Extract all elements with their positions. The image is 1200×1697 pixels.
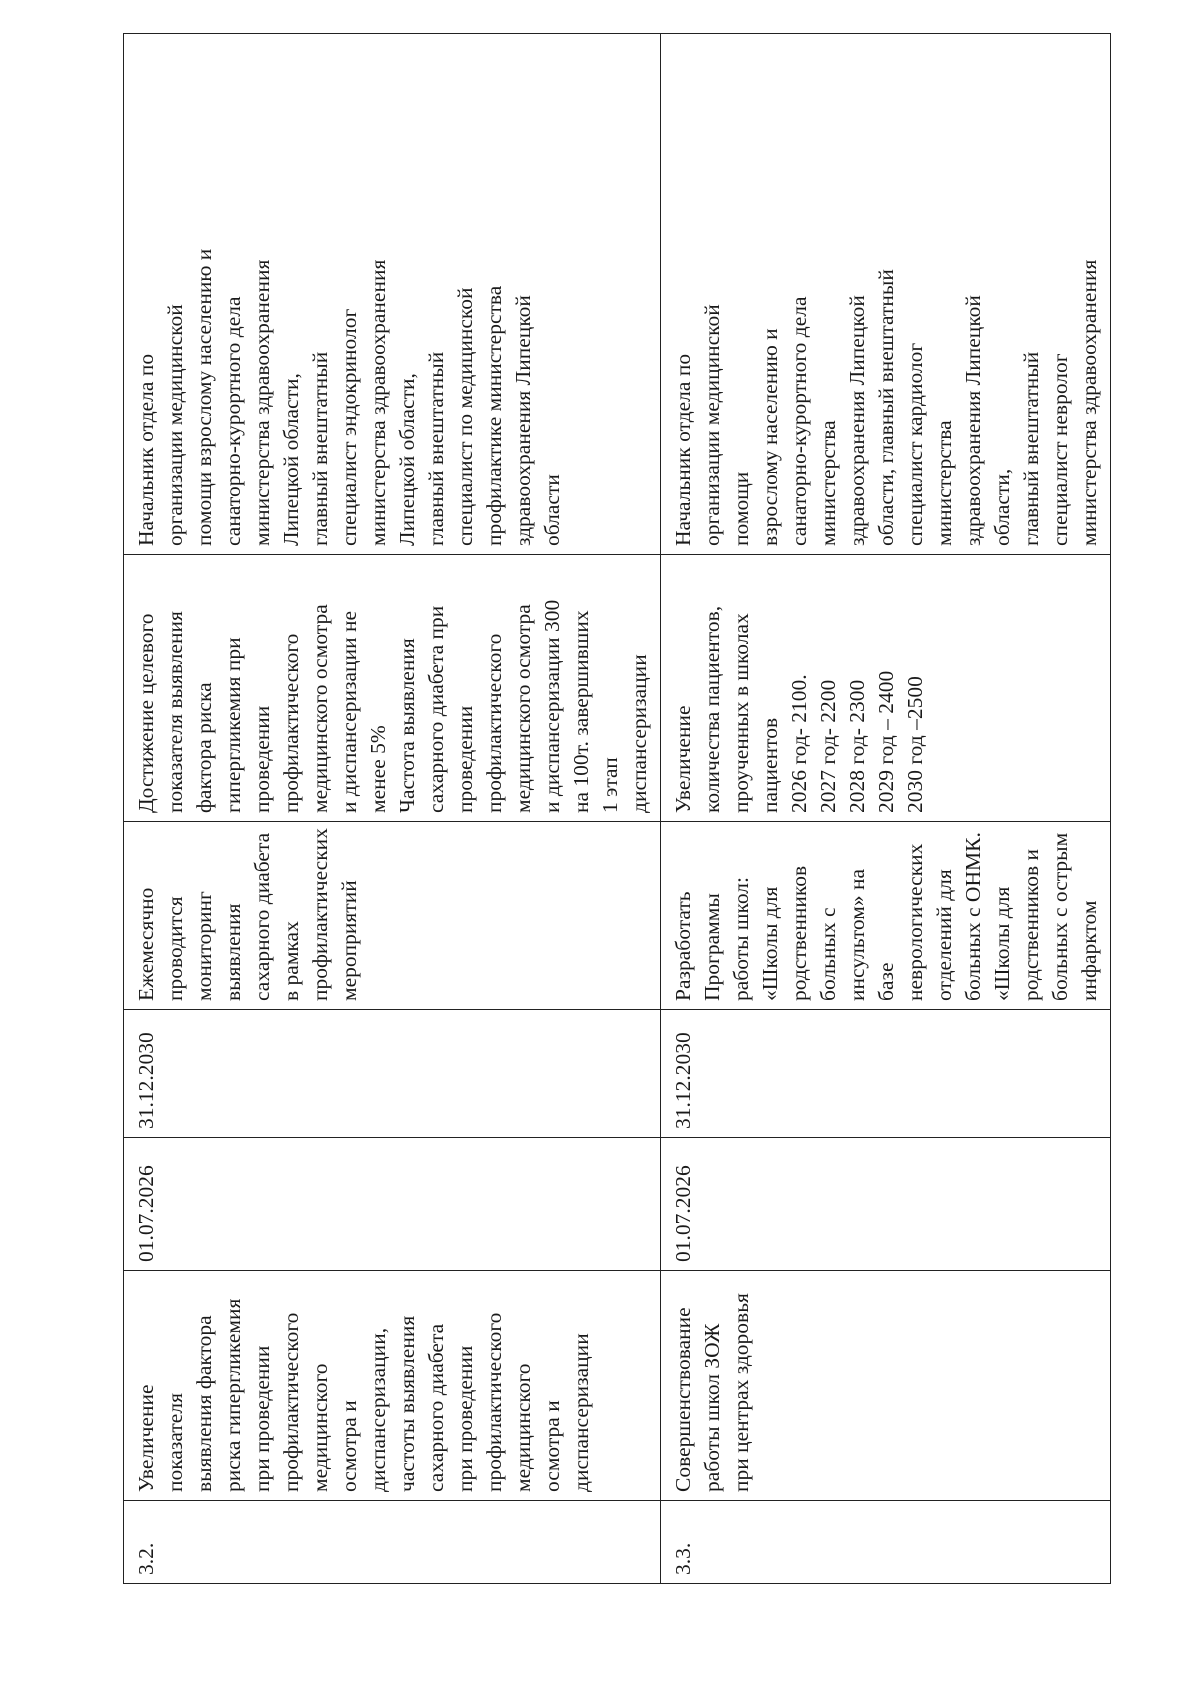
end-date: 31.12.2030 [661,1010,1111,1138]
activity-description: Ежемесячно проводится мониторинг выявления сахарного диабета в рамках профилактических мероприятий [124,822,661,1010]
activity-name: Увеличение показателя выявления фактора риска гипергликемия при проведении профилактического медицинского осмотра и диспансеризации, частоты выявления сахарного диабета при проведении профилактического медицинского осмотра и диспансеризации [124,1271,661,1501]
rotated-page [123,34,1101,1584]
row-number: 3.3. [661,1501,1111,1584]
row-number: 3.2. [124,1501,661,1584]
table-row [124,34,661,1584]
end-date: 31.12.2030 [124,1010,661,1138]
action-plan-table [123,33,1111,1584]
responsible-person: Начальник отдела по организации медицинской помощи взрослому населению и санаторно-курортного дела министерства здравоохранения Липецкой области, главный внештатный специалист эндокринолог министерства здравоохранения Липецкой области, главный внештатный специалист по медицинской профилактике министерства здравоохранения Липецкой области [124,34,661,555]
responsible-person: Начальник отдела по организации медицинской помощи взрослому населению и санаторно-курортного дела министерства здравоохранения Липецкой области, главный внештатный специалист кардиолог министерства здравоохранения Липецкой области, главный внештатный специалист невролог министерства здравоохранения [661,34,1111,555]
activity-name: Совершенствование работы школ ЗОЖ при центрах здоровья [661,1271,1111,1501]
start-date: 01.07.2026 [661,1138,1111,1271]
expected-result: Увеличение количества пациентов, проученных в школах пациентов 2026 год- 2100. 2027 год- 2200 2028 год- 2300 2029 год – 2400 2030 год –2500 [661,555,1111,822]
expected-result: Достижение целевого показателя выявления фактора риска гипергликемия при проведении профилактического медицинского осмотра и диспансеризации не менее 5% Частота выявления сахарного диабета при проведении профилактического медицинского осмотра и диспансеризации 300 на 100т. завершивших 1 этап диспансеризации [124,555,661,822]
table-row [661,34,1111,1584]
start-date: 01.07.2026 [124,1138,661,1271]
activity-description: Разработать Программы работы школ: «Школы для родственников больных с инсультом» на базе неврологических отделений для больных с ОНМК. «Школы для родственников и больных с острым инфарктом [661,822,1111,1010]
